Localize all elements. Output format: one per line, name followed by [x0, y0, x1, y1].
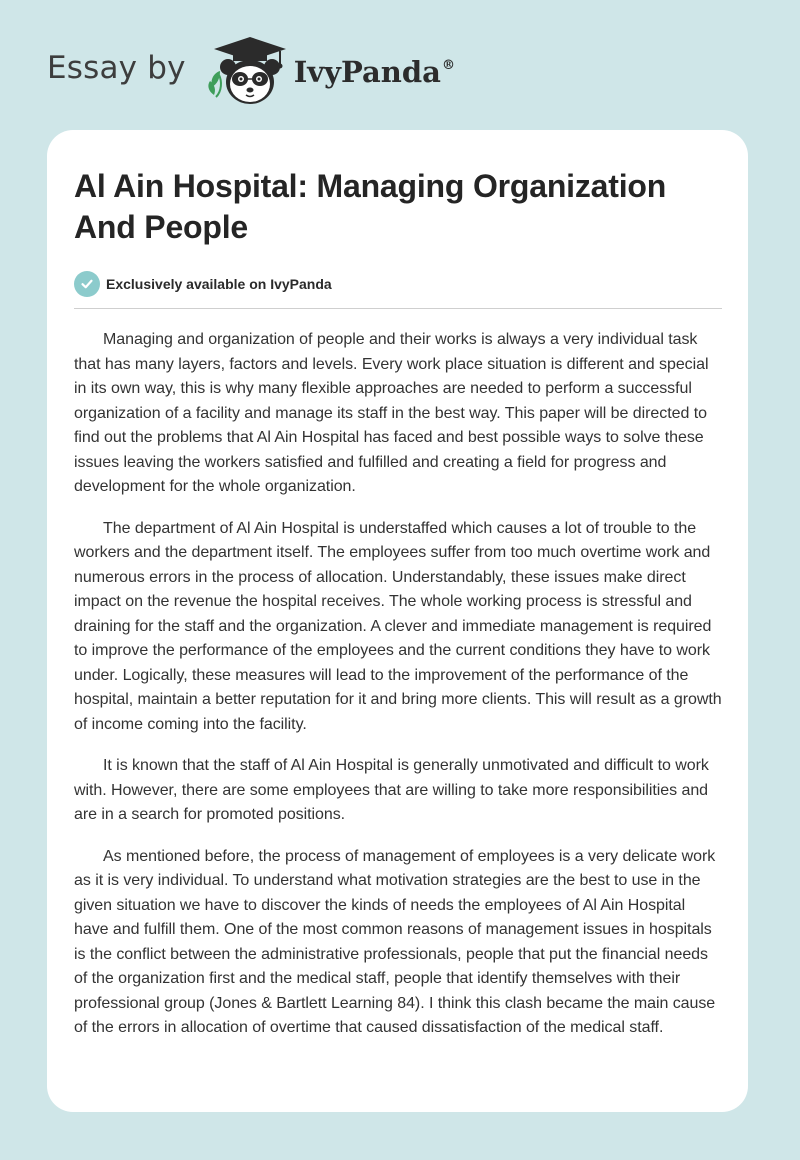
- essay-body: [74, 328, 722, 1041]
- paragraph-2: The department of Al Ain Hospital is understaffed which causes a lot of trouble to the workers and the department itself. The employees suffer from too much overtime work and numerous errors in the process of allocation. Understandably, these issues make direct impact on the revenue the hospital receives. The whole working process is stressful and draining for the staff and the organization. A clever and immediate management is required to improve the performance of the employees and the current conditions they have to work under. Logically, these measures will lead to the improvement of the performance of the hospital, maintain a better reputation for it and bring more clients. This will result as a growth of income coming into the facility.: [74, 519, 722, 733]
- panda-graduate-logo-icon[interactable]: [200, 35, 292, 107]
- exclusive-badge: [74, 271, 722, 297]
- checkmark-icon: [74, 271, 100, 297]
- essay-by-label: Essay by: [47, 50, 186, 86]
- site-header: [47, 36, 455, 106]
- page-title: Al Ain Hospital: Managing Organization And People: [74, 168, 667, 245]
- paragraph-3: It is known that the staff of Al Ain Hospital is generally unmotivated and difficult to work with. However, there are some employees that are willing to take more responsibilities and are in a search for promoted positions.: [74, 757, 709, 823]
- paragraph-4: As mentioned before, the process of management of employees is a very delicate work as it is very individual. To understand what motivation strategies are the best to use in the given situation we have to discover the kinds of needs the employees of Al Ain Hospital have and fulfill them. One of the most common reasons of management issues in hospitals is the conflict between the administrative professionals, people that put the financial needs of the organization first and the medical staff, people that identify themselves with their professional group (Jones & Bartlett Learning 84). I think this clash became the main cause of the errors in allocation of overtime that caused dissatisfaction of the medical staff.: [74, 847, 716, 1036]
- brand-name[interactable]: IvyPanda®: [293, 55, 455, 89]
- divider: [74, 308, 722, 309]
- paragraph-1: Managing and organization of people and their works is always a very individual task that has many layers, factors and levels. Every work place situation is different and special in its own way, this is why many flexible approaches are needed to perform a successful organization of a facility and manage its staff in the best way. This paper will be directed to find out the problems that Al Ain Hospital has faced and best possible ways to solve these issues leaving the workers satisfied and fulfilled and creating a field for progress and development for the whole organization.: [74, 331, 709, 495]
- registered-mark: ®: [441, 58, 455, 73]
- essay-card: [47, 130, 748, 1112]
- exclusive-badge-label: Exclusively available on IvyPanda: [106, 276, 332, 292]
